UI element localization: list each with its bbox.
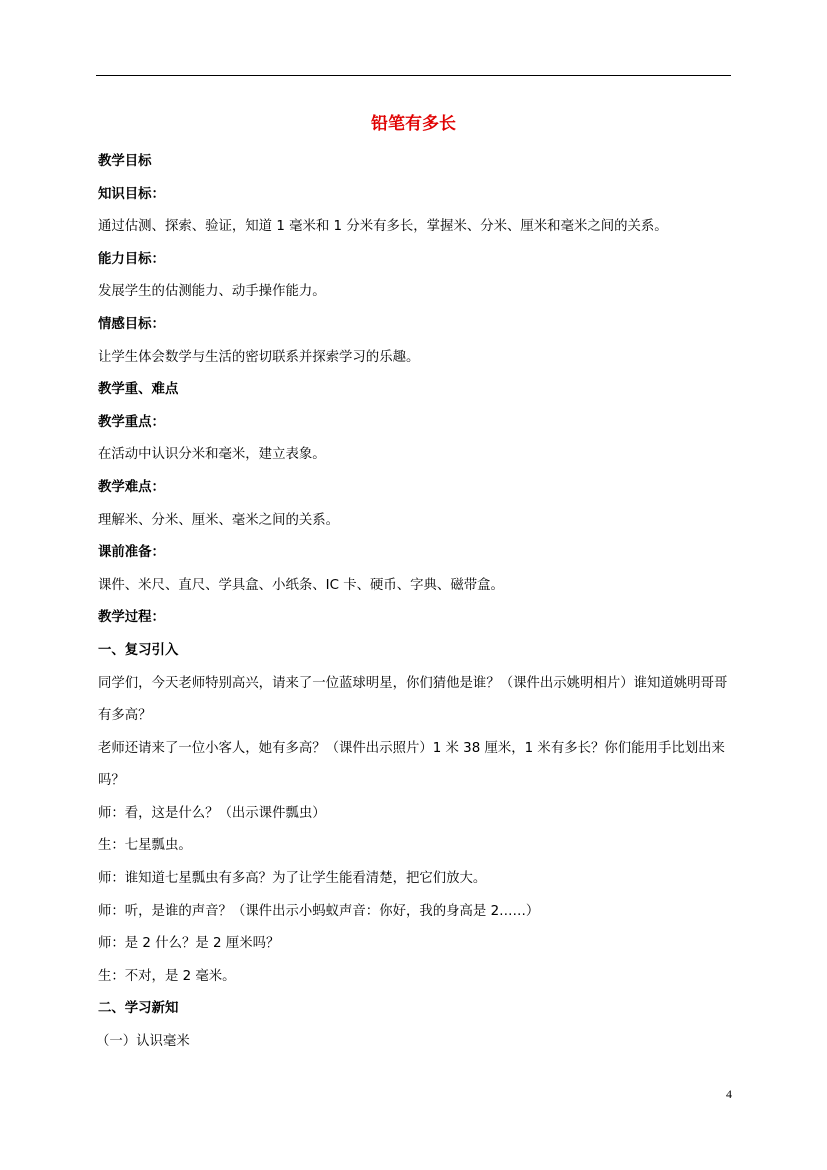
document-body (98, 146, 730, 1059)
paragraph: （一）认识毫米 (96, 1034, 190, 1050)
heading-teaching-process: 教学过程： (98, 610, 165, 626)
paragraph: 生：七星瓢虫。 (98, 838, 192, 854)
paragraph: 同学们，今天老师特别高兴，请来了一位蓝球明星，你们猜他是谁？（课件出示姚明相片）谁知道姚明哥哥有多高？ (98, 675, 728, 724)
paragraph: 课件、米尺、直尺、学具盒、小纸条、IC 卡、硬币、字典、磁带盒。 (98, 577, 504, 593)
header-rule (96, 75, 731, 76)
heading-emotion-goals: 情感目标： (98, 316, 165, 332)
paragraph: 发展学生的估测能力、动手操作能力。 (98, 284, 326, 300)
paragraph: 师：是 2 什么？是 2 厘米吗？ (98, 936, 280, 952)
paragraph: 生：不对，是 2 毫米。 (98, 968, 236, 984)
paragraph: 师：听，是谁的声音？（课件出示小蚂蚁声音：你好，我的身高是 2……） (98, 903, 540, 919)
heading-section-one: 一、复习引入 (98, 642, 179, 658)
page-number: 4 (726, 1087, 732, 1101)
document-title: 铅笔有多长 (371, 114, 456, 134)
paragraph: 师：看，这是什么？（出示课件瓢虫） (98, 805, 326, 821)
paragraph: 让学生体会数学与生活的密切联系并探索学习的乐趣。 (98, 349, 420, 365)
heading-key-difficult-points: 教学重、难点 (98, 382, 179, 398)
heading-ability-goals: 能力目标： (98, 251, 165, 267)
paragraph: 师：谁知道七星瓢虫有多高？为了让学生能看清楚，把它们放大。 (98, 871, 487, 887)
paragraph: 在活动中认识分米和毫米，建立表象。 (98, 447, 326, 463)
heading-section-two: 二、学习新知 (98, 1001, 179, 1017)
paragraph: 通过估测、探索、验证，知道 1 毫米和 1 分米有多长，掌握米、分米、厘米和毫米之间的关系。 (98, 219, 668, 235)
heading-preparation: 课前准备： (98, 545, 165, 561)
paragraph: 老师还请来了一位小客人，她有多高？（课件出示照片）1 米 38 厘米，1 米有多长？你们能用手比划出来吗？ (98, 740, 725, 789)
heading-key-points: 教学重点： (98, 414, 165, 430)
paragraph: 理解米、分米、厘米、毫米之间的关系。 (98, 512, 340, 528)
heading-teaching-goals: 教学目标 (98, 154, 152, 169)
heading-difficult-points: 教学难点： (98, 479, 165, 495)
heading-knowledge-goals: 知识目标： (98, 186, 165, 202)
